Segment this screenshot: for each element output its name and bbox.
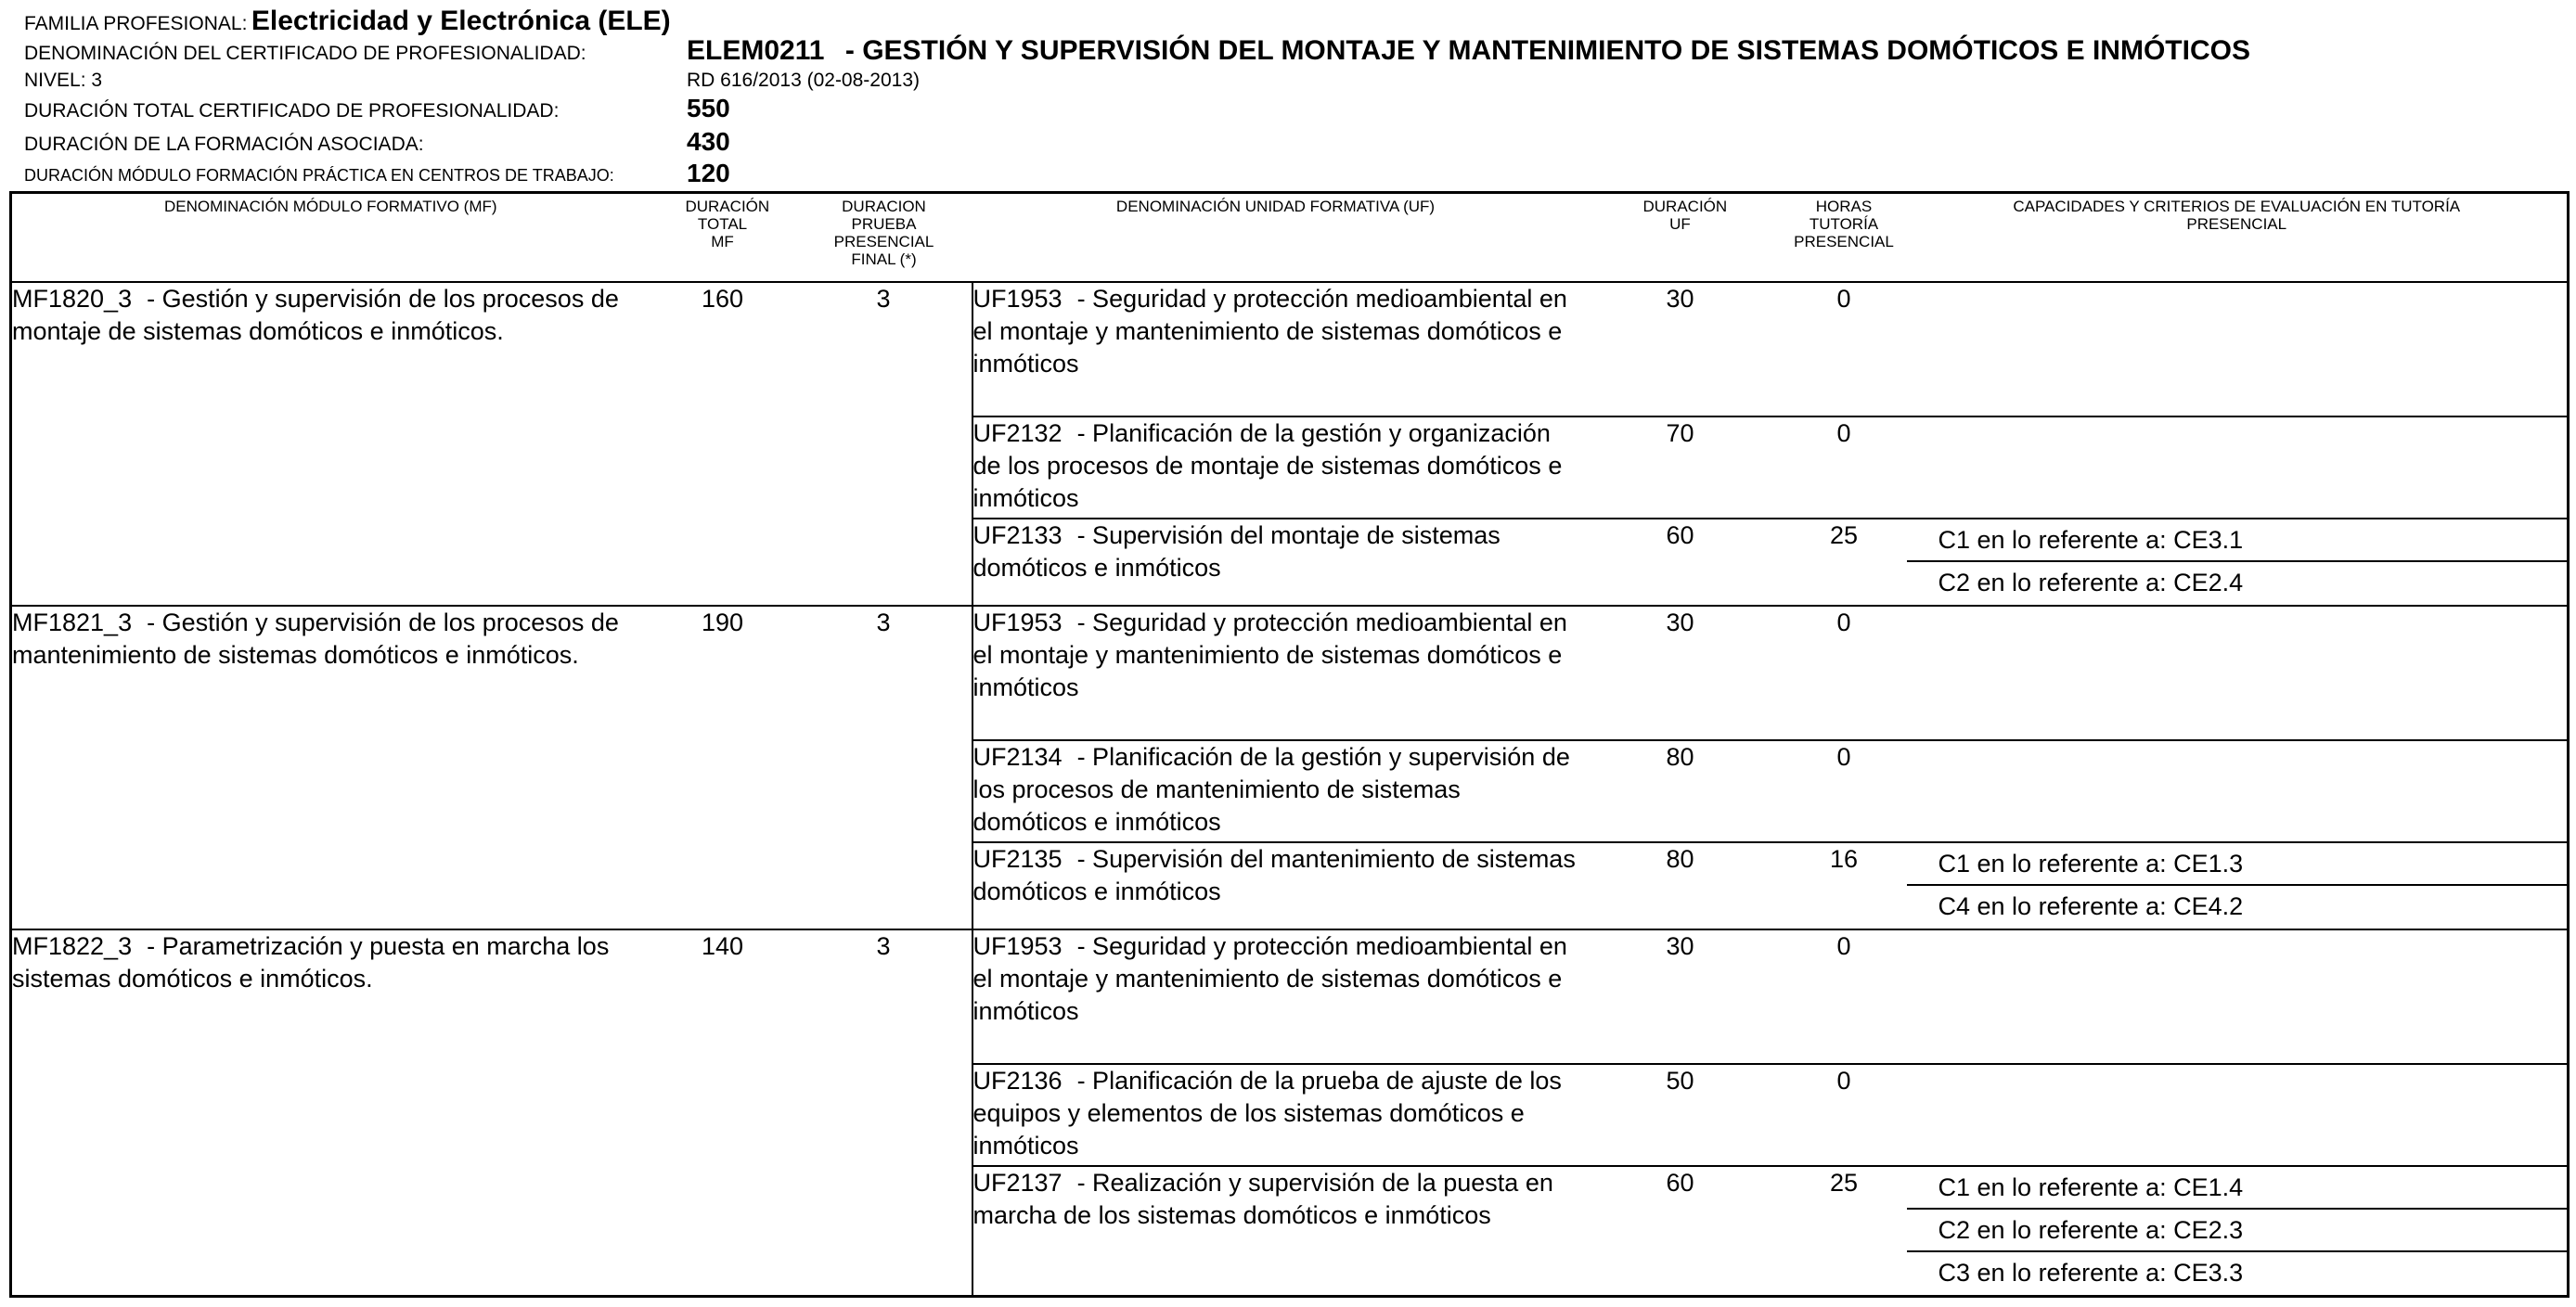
unit-horas: 0 [1782, 606, 1907, 740]
unit-cell: UF1953 - Seguridad y protección medioambiental en el montaje y mantenimiento de sistemas domóticos e inmóticos [972, 282, 1579, 416]
unit-capacidades [1907, 606, 2569, 740]
table-row [11, 929, 2569, 1064]
col-header-mf: DENOMINACIÓN MÓDULO FORMATIVO (MF) [11, 193, 650, 283]
familia-value: Electricidad y Electrónica (ELE) [251, 6, 671, 36]
module-prueba: 3 [796, 929, 972, 1297]
unit-capacidades [1907, 740, 2569, 842]
duracion-practica-value: 120 [687, 159, 730, 187]
unit-horas: 0 [1782, 740, 1907, 842]
unit-horas: 0 [1782, 1064, 1907, 1166]
unit-horas: 16 [1782, 842, 1907, 929]
unit-capacidades [1907, 1166, 2569, 1297]
unit-cell: UF2133 - Supervisión del montaje de sistemas domóticos e inmóticos [972, 519, 1579, 606]
certificado-title [687, 37, 2250, 65]
col-header-horas: HORAS TUTORÍA PRESENCIAL [1782, 193, 1907, 283]
capacidad-item: C4 en lo referente a: CE4.2 [1938, 892, 2244, 920]
module-cell: MF1822_3 - Parametrización y puesta en marcha los sistemas domóticos e inmóticos. [11, 929, 650, 1297]
unit-duracion: 30 [1579, 929, 1782, 1064]
unit-horas: 0 [1782, 416, 1907, 519]
unit-cell: UF2132 - Planificación de la gestión y organización de los procesos de montaje de sistemas domóticos e inmóticos [972, 416, 1579, 519]
module-cell: MF1820_3 - Gestión y supervisión de los procesos de montaje de sistemas domóticos e inmóticos. [11, 282, 650, 606]
module-duracion: 190 [650, 606, 796, 929]
duracion-total-label: DURACIÓN TOTAL CERTIFICADO DE PROFESIONALIDAD: [24, 100, 560, 122]
table-row [11, 606, 2569, 740]
unit-capacidades [1907, 1064, 2569, 1166]
duracion-practica-label: DURACIÓN MÓDULO FORMACIÓN PRÁCTICA EN CENTROS DE TRABAJO: [24, 166, 614, 185]
unit-duracion: 30 [1579, 282, 1782, 416]
unit-duracion: 60 [1579, 519, 1782, 606]
module-cell: MF1821_3 - Gestión y supervisión de los procesos de mantenimiento de sistemas domóticos e inmóticos. [11, 606, 650, 929]
unit-capacidades [1907, 416, 2569, 519]
unit-cell: UF2137 - Realización y supervisión de la puesta en marcha de los sistemas domóticos e inmóticos [972, 1166, 1579, 1297]
capacidad-item: C2 en lo referente a: CE2.3 [1907, 1210, 2568, 1252]
col-header-prueba: DURACION PRUEBA PRESENCIAL FINAL (*) [796, 193, 972, 283]
duracion-total-value: 550 [687, 94, 730, 122]
capacidad-item: C1 en lo referente a: CE1.4 [1907, 1167, 2568, 1210]
unit-horas: 0 [1782, 929, 1907, 1064]
certificado-name: - GESTIÓN Y SUPERVISIÓN DEL MONTAJE Y MANTENIMIENTO DE SISTEMAS DOMÓTICOS E INMÓTICOS [844, 35, 2250, 66]
module-prueba: 3 [796, 282, 972, 606]
unit-cell: UF2135 - Supervisión del mantenimiento de sistemas domóticos e inmóticos [972, 842, 1579, 929]
unit-duracion: 60 [1579, 1166, 1782, 1297]
table-row [11, 282, 2569, 416]
unit-horas: 25 [1782, 519, 1907, 606]
unit-duracion: 30 [1579, 606, 1782, 740]
unit-capacidades [1907, 519, 2569, 606]
unit-cell: UF1953 - Seguridad y protección medioambiental en el montaje y mantenimiento de sistemas domóticos e inmóticos [972, 606, 1579, 740]
module-duracion: 160 [650, 282, 796, 606]
unit-duracion: 70 [1579, 416, 1782, 519]
capacidad-item: C1 en lo referente a: CE1.3 [1907, 843, 2568, 886]
unit-duracion: 50 [1579, 1064, 1782, 1166]
module-duracion: 140 [650, 929, 796, 1297]
unit-duracion: 80 [1579, 740, 1782, 842]
unit-cell: UF2136 - Planificación de la prueba de ajuste de los equipos y elementos de los sistemas domóticos e inmóticos [972, 1064, 1579, 1166]
familia-label: FAMILIA PROFESIONAL: [24, 13, 248, 34]
familia-line [24, 7, 671, 35]
modules-table [9, 191, 2570, 1298]
col-header-uf: DENOMINACIÓN UNIDAD FORMATIVA (UF) [972, 193, 1579, 283]
table-header-row [11, 193, 2569, 283]
capacidad-item: C2 en lo referente a: CE2.4 [1938, 569, 2244, 596]
unit-capacidades [1907, 282, 2569, 416]
certificado-code: ELEM0211 [687, 35, 825, 66]
unit-cell: UF1953 - Seguridad y protección medioambiental en el montaje y mantenimiento de sistemas domóticos e inmóticos [972, 929, 1579, 1064]
duracion-formacion-label: DURACIÓN DE LA FORMACIÓN ASOCIADA: [24, 134, 424, 155]
capacidad-item: C1 en lo referente a: CE3.1 [1907, 519, 2568, 562]
module-prueba: 3 [796, 606, 972, 929]
unit-horas: 25 [1782, 1166, 1907, 1297]
unit-duracion: 80 [1579, 842, 1782, 929]
nivel: NIVEL: 3 [24, 70, 103, 91]
duracion-formacion-value: 430 [687, 127, 730, 156]
unit-capacidades [1907, 929, 2569, 1064]
unit-horas: 0 [1782, 282, 1907, 416]
rd-reference: RD 616/2013 (02-08-2013) [687, 70, 920, 91]
col-header-duracion-mf: DURACIÓN TOTAL MF [650, 193, 796, 283]
capacidad-item: C3 en lo referente a: CE3.3 [1938, 1259, 2244, 1287]
col-header-duracion-uf: DURACIÓN UF [1579, 193, 1782, 283]
col-header-capacidades: CAPACIDADES Y CRITERIOS DE EVALUACIÓN EN TUTORÍA PRESENCIAL [1907, 193, 2569, 283]
unit-cell: UF2134 - Planificación de la gestión y supervisión de los procesos de mantenimiento de sistemas domóticos e inmóticos [972, 740, 1579, 842]
unit-capacidades [1907, 842, 2569, 929]
denominacion-label: DENOMINACIÓN DEL CERTIFICADO DE PROFESIONALIDAD: [24, 43, 586, 64]
